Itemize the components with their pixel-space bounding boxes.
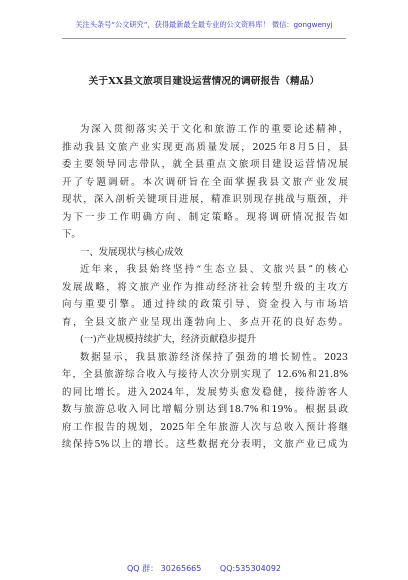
section-heading: 一、发展现状与核心成效 [80,246,184,258]
paragraph-line: 数据显示，我县旅游经济保持了强劲的增长韧性。2023 [80,351,348,363]
paragraph-line: 近年来，我县始终坚持“生态立县、文旅兴县”的核心 [80,264,348,275]
subsection-heading: (一)产业规模持续扩大，经济贡献稳步提升 [80,334,257,345]
paragraph-line: 为下一步工作明确方向、制定策略。现将调研情况报告如 [62,211,348,223]
paragraph-line: 为深入贯彻落实关于文化和旅游工作的重要论述精神， [80,124,348,135]
header-divider [62,38,346,39]
paragraph-line: 开了专题调研。本次调研旨在全面掌握我县文旅产业发展 [62,176,348,188]
paragraph-line: 推动我县文旅产业实现更高质量发展，2025年8月5日，县 [62,141,348,153]
paragraph-line: 现状，深入剖析关键项目进展，精准识别现存挑战与瓶颈，并 [62,194,348,205]
paragraph-line: 委主要领导同志带队，就全县重点文旅项目建设运营情况展 [62,159,348,170]
paragraph-line: 的同比增长。进入2024年，发展势头愈发稳健，接待游客人 [62,386,348,398]
document-title: 关于XX县文旅项目建设运营情况的调研报告（精品） [88,76,320,87]
header-banner: 关注头条号“公文研究”，获得最新最全最专业的公文资料库！ 微信：gongwenyj [75,20,333,29]
footer-qq-group: QQ 群： 30265665 [126,564,202,573]
paragraph-line: 育，全县文旅产业呈现出蓬勃向上、多点开花的良好态势。 [62,316,348,328]
paragraph-line: 数与旅游总收入同比增幅分别达到18.7%和19%。根据县政 [62,404,348,415]
paragraph-line: 续保持5%以上的增长。这些数据充分表明，文旅产业已成为 [62,439,348,450]
paragraph-line: 府工作报告的规划，2025年全年旅游人次与总收入预计将继 [62,421,348,433]
footer-qq-number: QQ:535304092 [219,564,282,573]
document-body [62,121,348,454]
paragraph-line: 发展战略，将文旅产业作为推动经济社会转型升级的主攻方 [62,281,348,293]
paragraph-line: 向与重要引擎。通过持续的政策引导、资金投入与市场培 [62,299,348,310]
paragraph-line: 下。 [62,229,81,240]
paragraph-line: 年，全县旅游综合收入与接待人次分别实现了 12.6%和21.8% [62,369,348,380]
footer-contact [0,563,408,574]
